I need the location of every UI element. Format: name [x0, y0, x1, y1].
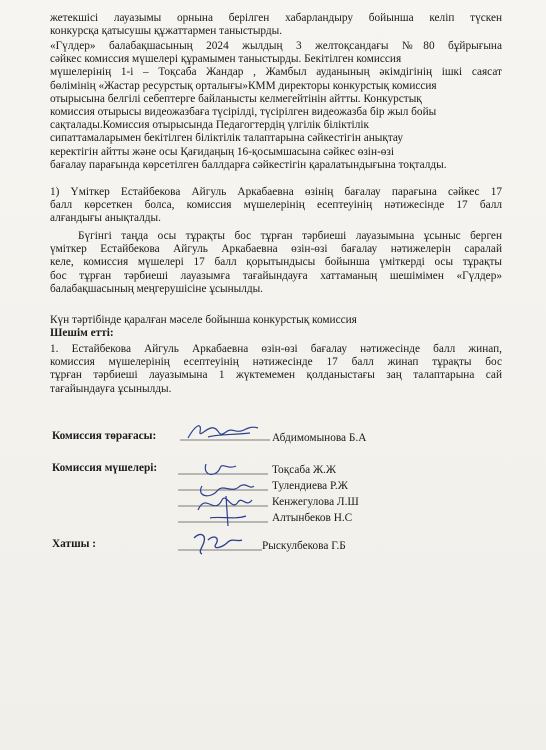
- text-line: келе, комиссия мүшелері 17 балл қорытындысы бойынша үміткерді осы тұрақты: [50, 256, 502, 269]
- paragraph-decision: [50, 343, 502, 396]
- member-name: Тоқсаба Ж.Ж: [272, 464, 337, 476]
- text-line: тұрған тәрбиеші лауазымына 1 жүктемемен қолданыстағы заң талаптарына сай: [50, 369, 502, 382]
- member-name: Тулендиева Р.Ж: [272, 480, 348, 492]
- members-label: Комиссия мүшелері:: [52, 462, 158, 474]
- text-line: Бүгінгі таңда осы тұрақты бос тұрған тәрбиеші лауазымына ұсыныс берген: [78, 230, 502, 242]
- paragraph-commission: [50, 40, 502, 172]
- text-line: балабақшасының меңгерушісіне ұсынылды.: [50, 282, 264, 295]
- text-line: Күн тәртібінде қаралған мәселе бойынша конкурстық комиссия: [50, 314, 357, 326]
- chair-signature-icon: [178, 418, 273, 448]
- text-line: бос тұрған тәрбиеші лауазымға тағайындауға хаттаманың шешімімен «Гүлдер»: [50, 269, 502, 282]
- secretary-label: Хатшы :: [52, 538, 97, 550]
- text-line: комиссия мүшелерінің есептеуінің нәтижесінде 17 балл жинап тұрақты бос: [50, 356, 502, 369]
- text-line: сәйкес комиссия мүшелері құрамымен таныстырды. Бекітілген комиссия: [50, 53, 402, 66]
- paragraph-candidate: [50, 186, 502, 226]
- secretary-name: Рыскулбекова Г.Б: [262, 540, 346, 552]
- text-line: мүшелерінің 1-і – Тоқсаба Жандар , Жамбыл ауданының әкімдігінің ішкі саясат: [50, 66, 502, 79]
- text-line: алғандығы анықталды.: [50, 212, 161, 225]
- text-line: үміткер Естайбекова Айгуль Аркабаевна өзін-өзі бағалау нәтижелерін саралай: [50, 243, 502, 256]
- chair-label: Комиссия төрағасы:: [52, 430, 157, 442]
- chair-name: Абдимомынова Б.А: [272, 432, 367, 444]
- paragraph-intro: [50, 12, 502, 38]
- text-line: конкурсқа қатысушы құжаттармен таныстырды.: [50, 25, 283, 38]
- text-line: жетекшісі лауазымы орнына берілген хабарландыру бойынша келіп түскен: [50, 12, 502, 24]
- text-line: комиссия отырысы видеожазбаға түсірілді, түсірілген видеожазба бір жыл бойы: [50, 106, 437, 119]
- text-line: тағайындауға ұсынылды.: [50, 382, 172, 395]
- decision-heading: Шешім етті:: [50, 327, 114, 340]
- text-line: бағалау парағында көрсетілген баллдарға сәйкестігін қаралатындығына тоқталды.: [50, 158, 447, 171]
- text-line: отырысына белгілі себептерге байланысты келмегейтінін айтты. Конкурстық: [50, 92, 422, 105]
- text-line: керектігін айтты және осы Қағидаңың 16-қосымшасына сәйкес өзін-өзі: [50, 145, 394, 158]
- secretary-signature-icon: [176, 528, 266, 558]
- text-line: сипаттамаларымен бекітілген біліктілік талаптарына сәйкестігін анықтау: [50, 132, 404, 145]
- text-line: бөлімінің «Жастар ресурстық орталығы»КММ директоры конкурстық комиссия: [50, 79, 437, 92]
- text-line: балл көрсеткен болса, комиссия мүшелерінің есептеуінің нәтижесінде 17 балл: [50, 199, 502, 212]
- text-line: «Гүлдер» балабақшасының 2024 жылдың 3 желтоқсандағы №80 бұйрығына: [50, 40, 502, 52]
- paragraph-decision-intro: [50, 314, 502, 340]
- member-name: Алтынбеков Н.С: [272, 512, 353, 524]
- member-name: Кенжегулова Л.Ш: [272, 496, 359, 508]
- paragraph-recommendation: [50, 230, 502, 296]
- text-line: сақталады.Комиссия отырысында Педагогтердің үлгілік біліктілік: [50, 119, 369, 132]
- text-line: 1) Үміткер Естайбекова Айгуль Аркабаевна өзінің бағалау парағына сәйкес 17: [50, 186, 502, 198]
- text-line: 1. Естайбекова Айгуль Аркабаевна өзін-өзі бағалау нәтижесінде балл жинап,: [50, 343, 502, 355]
- members-signatures-icon: [176, 456, 271, 536]
